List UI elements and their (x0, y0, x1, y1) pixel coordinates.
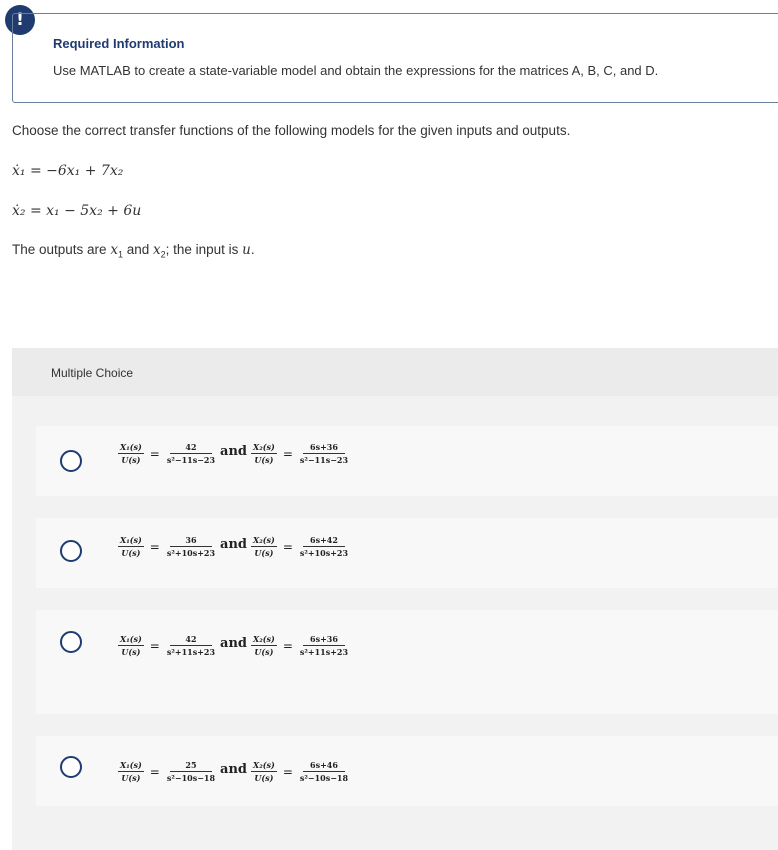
rhs1-numerator: 42 (170, 634, 212, 646)
info-text: Use MATLAB to create a state-variable model and obtain the expressions for the matrices A, B, C, and D. (53, 63, 659, 78)
rhs1-denominator: s²−11s−23 (166, 455, 216, 465)
rhs2-numerator: 6s+36 (303, 442, 345, 454)
transfer-function-2 (118, 535, 349, 558)
lhs1-numerator: X₁(s) (120, 535, 142, 545)
lhs-fraction-1 (118, 442, 144, 465)
equals-sign: = (149, 764, 160, 779)
output-x1: x (110, 242, 118, 258)
lhs-fraction-2 (251, 442, 277, 465)
output-x1-sub: 1 (117, 249, 123, 260)
radio-button-4[interactable] (60, 756, 82, 778)
required-information-box (12, 13, 778, 103)
lhs-fraction-2 (251, 634, 277, 657)
rhs-fraction-1 (166, 634, 216, 657)
choice-option-4[interactable] (36, 736, 778, 806)
rhs2-denominator: s²+10s+23 (299, 548, 349, 558)
rhs1-numerator: 25 (170, 760, 212, 772)
outputs-end: . (250, 242, 255, 257)
lhs1-denominator: U(s) (121, 455, 141, 465)
choice-option-3[interactable] (36, 610, 778, 714)
lhs2-numerator: X₂(s) (253, 760, 275, 770)
rhs2-denominator: s²+11s+23 (299, 647, 349, 657)
transfer-function-1 (118, 442, 349, 465)
lhs2-denominator: U(s) (254, 773, 274, 783)
state-equation-1: ẋ₁ = −6x₁ + 7x₂ (12, 163, 124, 179)
outputs-statement (12, 242, 255, 260)
input-u: u (242, 242, 251, 258)
rhs1-denominator: s²−10s−18 (166, 773, 216, 783)
lhs2-numerator: X₂(s) (253, 535, 275, 545)
lhs-fraction-2 (251, 535, 277, 558)
lhs1-denominator: U(s) (121, 647, 141, 657)
rhs1-numerator: 36 (170, 535, 212, 547)
alert-icon: ! (5, 5, 35, 35)
lhs2-denominator: U(s) (254, 548, 274, 558)
radio-button-1[interactable] (60, 450, 82, 472)
equals-sign: = (149, 539, 160, 554)
rhs-fraction-1 (166, 442, 216, 465)
lhs2-denominator: U(s) (254, 647, 274, 657)
lhs-fraction-1 (118, 535, 144, 558)
lhs2-denominator: U(s) (254, 455, 274, 465)
lhs1-numerator: X₁(s) (120, 442, 142, 452)
equals-sign: = (282, 764, 293, 779)
rhs-fraction-2 (299, 442, 349, 465)
output-x2-sub: 2 (160, 249, 166, 260)
rhs-fraction-2 (299, 535, 349, 558)
choice-option-1[interactable] (36, 426, 778, 496)
rhs2-denominator: s²−10s−18 (299, 773, 349, 783)
outputs-suffix: ; the input is (165, 242, 243, 257)
radio-button-2[interactable] (60, 540, 82, 562)
and-word: and (220, 762, 248, 777)
output-x2: x (152, 242, 161, 258)
equals-sign: = (282, 539, 293, 554)
lhs1-denominator: U(s) (121, 548, 141, 558)
choice-option-2[interactable] (36, 518, 778, 588)
and-word: and (220, 444, 248, 459)
equals-sign: = (282, 446, 293, 461)
rhs1-denominator: s²+10s+23 (166, 548, 216, 558)
lhs1-numerator: X₁(s) (120, 634, 142, 644)
rhs-fraction-2 (299, 760, 349, 783)
rhs2-numerator: 6s+36 (303, 634, 345, 646)
rhs-fraction-1 (166, 535, 216, 558)
lhs-fraction-2 (251, 760, 277, 783)
and-word: and (220, 636, 248, 651)
rhs2-numerator: 6s+42 (303, 535, 345, 547)
outputs-prefix: The outputs are (12, 242, 111, 257)
transfer-function-4 (118, 760, 349, 783)
state-equation-2: ẋ₂ = x₁ − 5x₂ + 6u (12, 203, 142, 219)
lhs2-numerator: X₂(s) (253, 634, 275, 644)
rhs1-denominator: s²+11s+23 (166, 647, 216, 657)
rhs2-denominator: s²−11s−23 (299, 455, 349, 465)
radio-button-3[interactable] (60, 631, 82, 653)
lhs1-numerator: X₁(s) (120, 760, 142, 770)
info-title: Required Information (53, 36, 185, 51)
equals-sign: = (282, 638, 293, 653)
multiple-choice-label: Multiple Choice (51, 366, 134, 380)
multiple-choice-panel (12, 348, 778, 850)
rhs2-numerator: 6s+46 (303, 760, 345, 772)
lhs2-numerator: X₂(s) (253, 442, 275, 452)
multiple-choice-header (12, 348, 778, 396)
transfer-function-3 (118, 634, 349, 657)
equals-sign: = (149, 638, 160, 653)
and-word: and (220, 537, 248, 552)
question-text: Choose the correct transfer functions of the following models for the given inputs and outputs. (12, 123, 571, 138)
rhs-fraction-1 (166, 760, 216, 783)
outputs-mid: and (122, 242, 153, 257)
lhs1-denominator: U(s) (121, 773, 141, 783)
rhs1-numerator: 42 (170, 442, 212, 454)
lhs-fraction-1 (118, 760, 144, 783)
equals-sign: = (149, 446, 160, 461)
lhs-fraction-1 (118, 634, 144, 657)
rhs-fraction-2 (299, 634, 349, 657)
